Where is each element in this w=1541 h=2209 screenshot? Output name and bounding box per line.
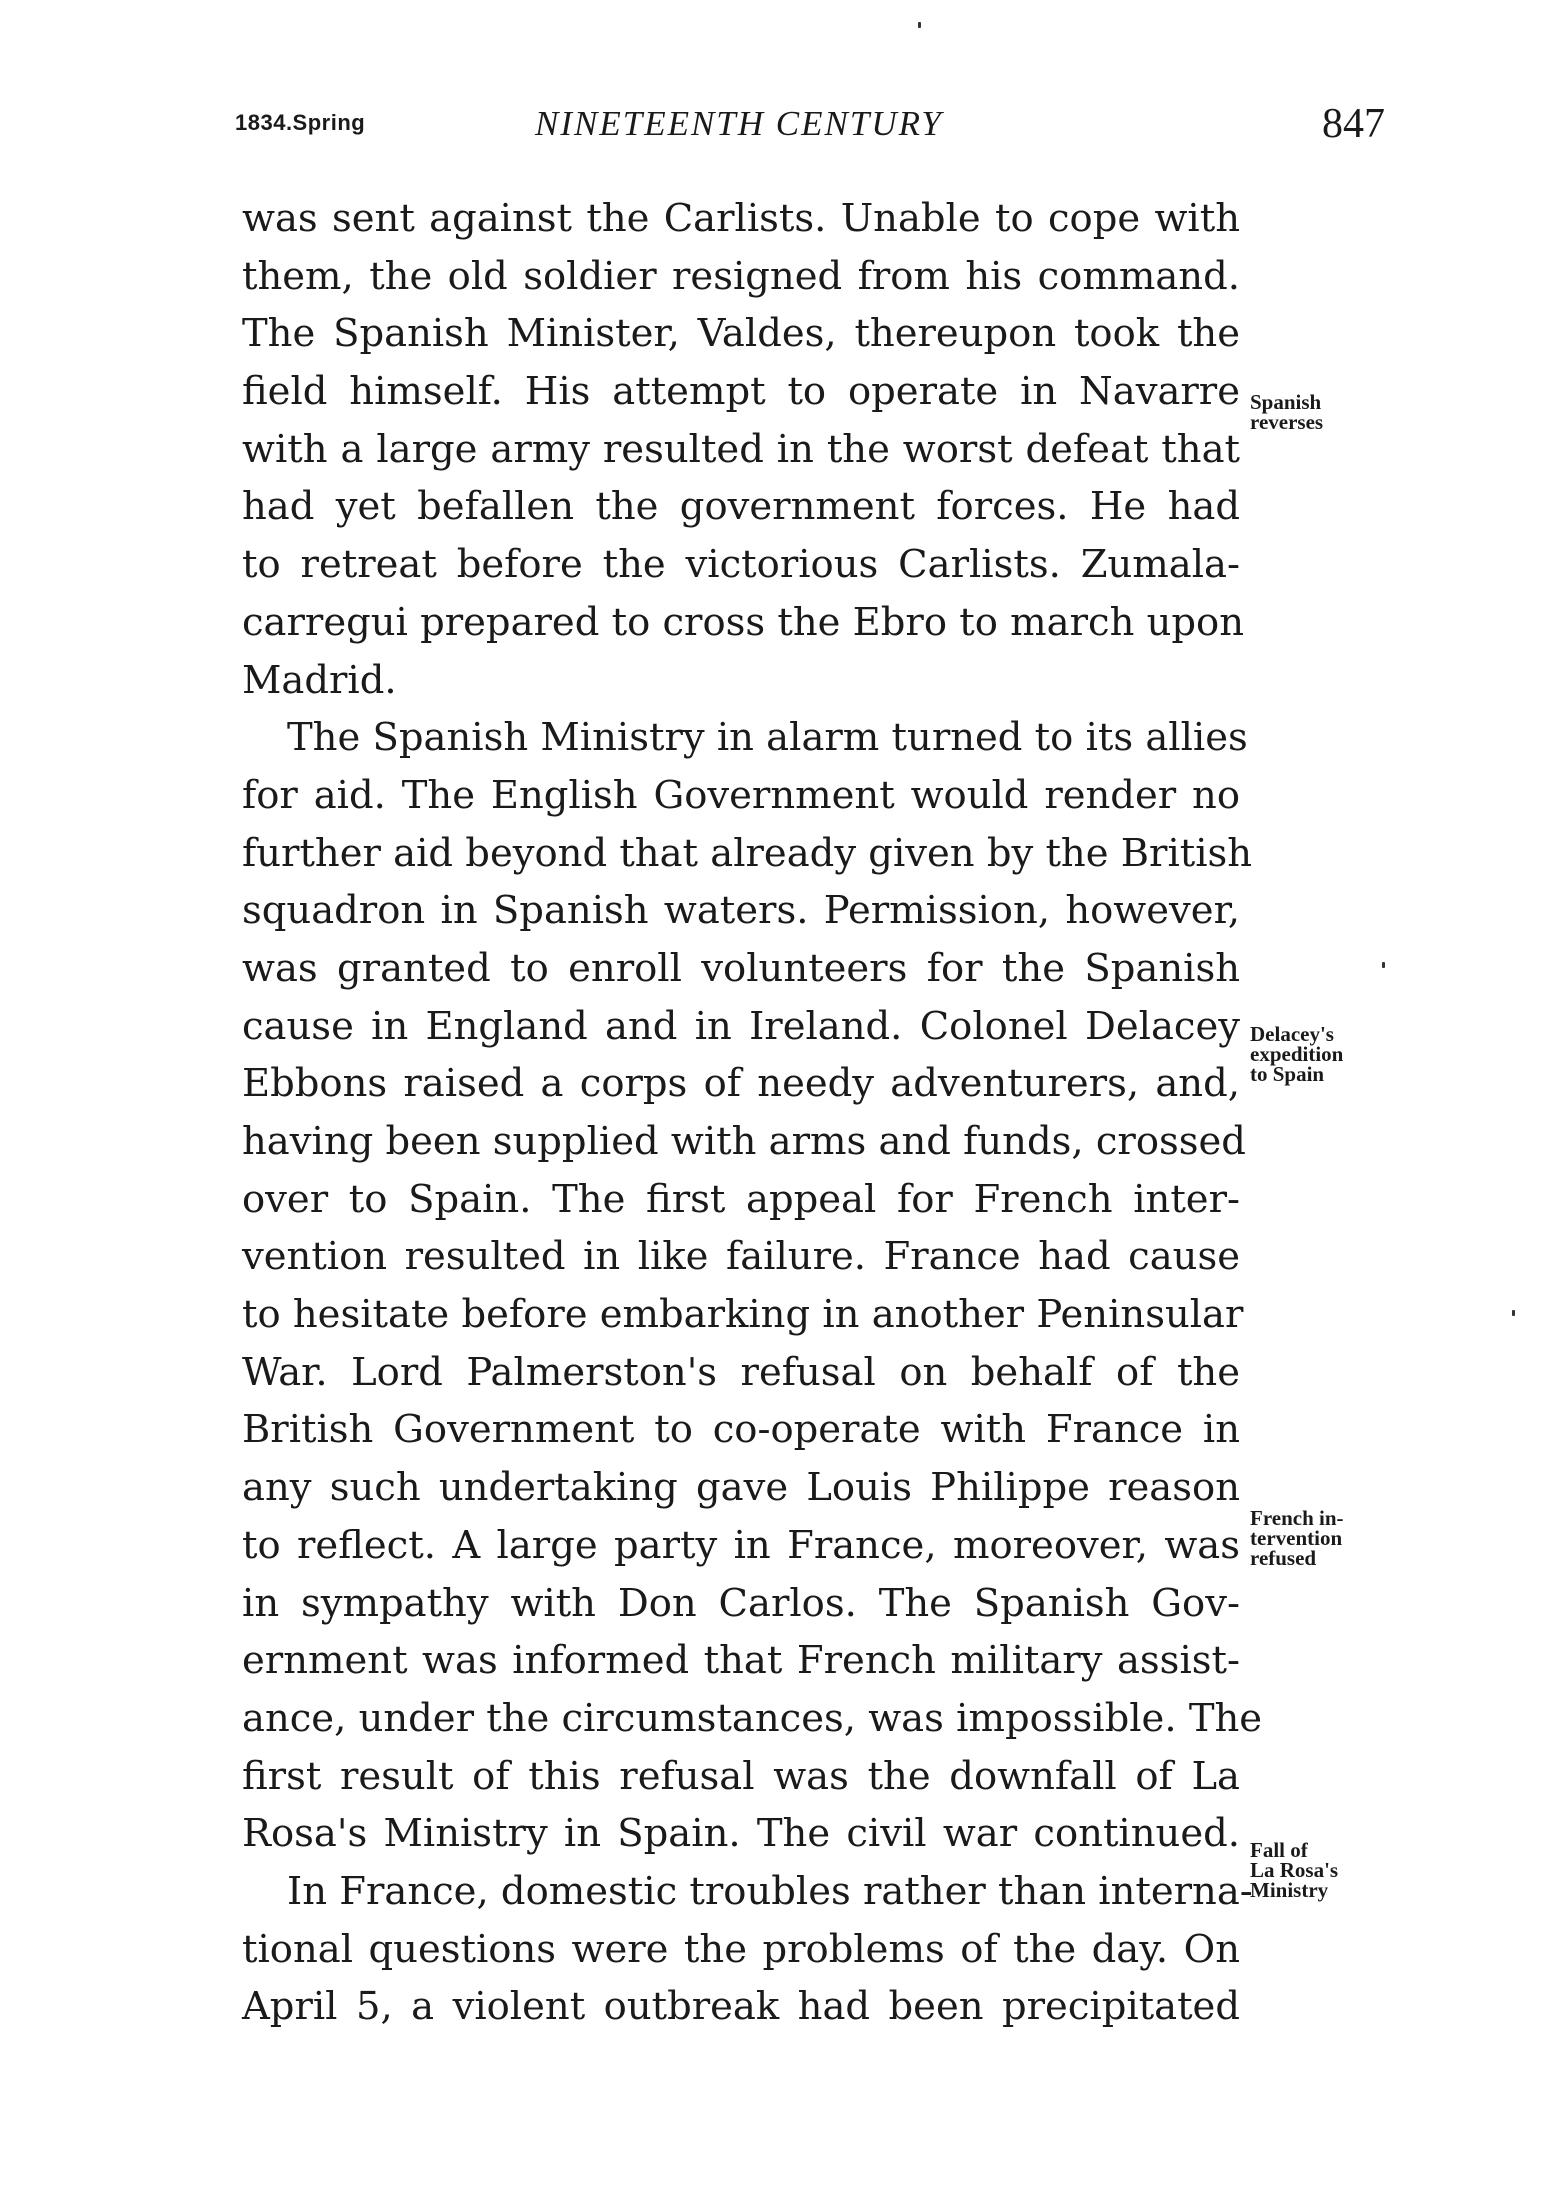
- text-line: carregui prepared to cross the Ebro to march upon: [242, 599, 1245, 645]
- margin-note-line: expedition: [1250, 1042, 1344, 1066]
- margin-note-line: refused: [1250, 1546, 1317, 1570]
- print-speck: [1382, 962, 1385, 968]
- body-text: [242, 190, 1263, 2036]
- text-line: The Spanish Ministry in alarm turned to its allies: [287, 715, 1248, 761]
- margin-note-line: La Rosa's: [1250, 1858, 1339, 1882]
- text-line: tional questions were the problems of the day. On: [242, 1926, 1240, 1972]
- margin-note-line: Spanish: [1250, 390, 1322, 414]
- margin-note-line: Fall of: [1250, 1838, 1308, 1862]
- text-line: vention resulted in like failure. France had cause: [242, 1234, 1240, 1280]
- text-line: having been supplied with arms and funds, crossed: [242, 1119, 1246, 1164]
- paragraph-1: [242, 190, 1245, 709]
- print-speck: [918, 22, 921, 28]
- running-header: [235, 100, 1385, 160]
- text-line: for aid. The English Government would render no: [242, 772, 1240, 818]
- margin-note-french-intervention: [1250, 1508, 1344, 1568]
- margin-note-line: tervention: [1250, 1526, 1343, 1550]
- paragraph-3: [242, 1863, 1253, 2036]
- text-line: Ebbons raised a corps of needy adventurers, and,: [242, 1061, 1240, 1107]
- text-line: in sympathy with Don Carlos. The Spanish Gov-: [242, 1580, 1240, 1626]
- text-line: ance, under the circumstances, was impossible. The: [242, 1695, 1263, 1741]
- margin-note-spanish-reverses: [1250, 392, 1323, 432]
- header-title: NINETEENTH CENTURY: [535, 104, 943, 143]
- margin-note-delacey-expedition: [1250, 1024, 1343, 1084]
- text-line: over to Spain. The first appeal for French inter-: [242, 1176, 1240, 1222]
- text-line: had yet befallen the government forces. He had: [242, 484, 1240, 530]
- text-line: cause in England and in Ireland. Colonel Delacey: [242, 1003, 1240, 1049]
- margin-notes: [1250, 0, 1410, 2209]
- text-line: Madrid.: [242, 657, 397, 703]
- margin-note-line: Delacey's: [1250, 1022, 1334, 1046]
- margin-note-line: French in-: [1250, 1506, 1344, 1530]
- text-line: any such undertaking gave Louis Philippe reason: [242, 1465, 1240, 1511]
- text-line: April 5, a violent outbreak had been precipitated: [242, 1984, 1240, 2030]
- text-line: them, the old soldier resigned from his command.: [242, 253, 1240, 299]
- margin-note-line: to Spain: [1250, 1062, 1325, 1086]
- text-line: to reflect. A large party in France, moreover, was: [242, 1522, 1240, 1568]
- text-line: The Spanish Minister, Valdes, thereupon took the: [242, 311, 1240, 357]
- margin-note-line: reverses: [1250, 410, 1324, 434]
- text-line: with a large army resulted in the worst defeat that: [242, 426, 1240, 472]
- text-line: squadron in Spanish waters. Permission, however,: [242, 888, 1240, 934]
- margin-note-fall-la-rosa: [1250, 1840, 1338, 1900]
- page-number: 847: [1322, 101, 1385, 147]
- text-line: was sent against the Carlists. Unable to cope with: [242, 196, 1240, 241]
- text-line: ernment was informed that French military assist-: [242, 1638, 1240, 1684]
- header-date: 1834.Spring: [235, 110, 366, 135]
- text-line: War. Lord Palmerston's refusal on behalf of the: [242, 1349, 1240, 1395]
- paragraph-2: [242, 709, 1263, 1863]
- text-line: first result of this refusal was the downfall of La: [242, 1753, 1240, 1799]
- text-line: to retreat before the victorious Carlists. Zumala-: [242, 542, 1240, 588]
- text-line: Rosa's Ministry in Spain. The civil war continued.: [242, 1811, 1240, 1857]
- text-line: In France, domestic troubles rather than interna-: [287, 1868, 1253, 1914]
- text-line: field himself. His attempt to operate in Navarre: [242, 369, 1240, 415]
- margin-note-line: Ministry: [1250, 1878, 1329, 1902]
- text-line: further aid beyond that already given by the British: [242, 830, 1253, 876]
- print-speck: [1512, 1310, 1515, 1316]
- text-line: to hesitate before embarking in another Peninsular: [242, 1292, 1244, 1338]
- text-line: was granted to enroll volunteers for the Spanish: [242, 945, 1240, 991]
- text-line: British Government to co-operate with France in: [242, 1407, 1240, 1453]
